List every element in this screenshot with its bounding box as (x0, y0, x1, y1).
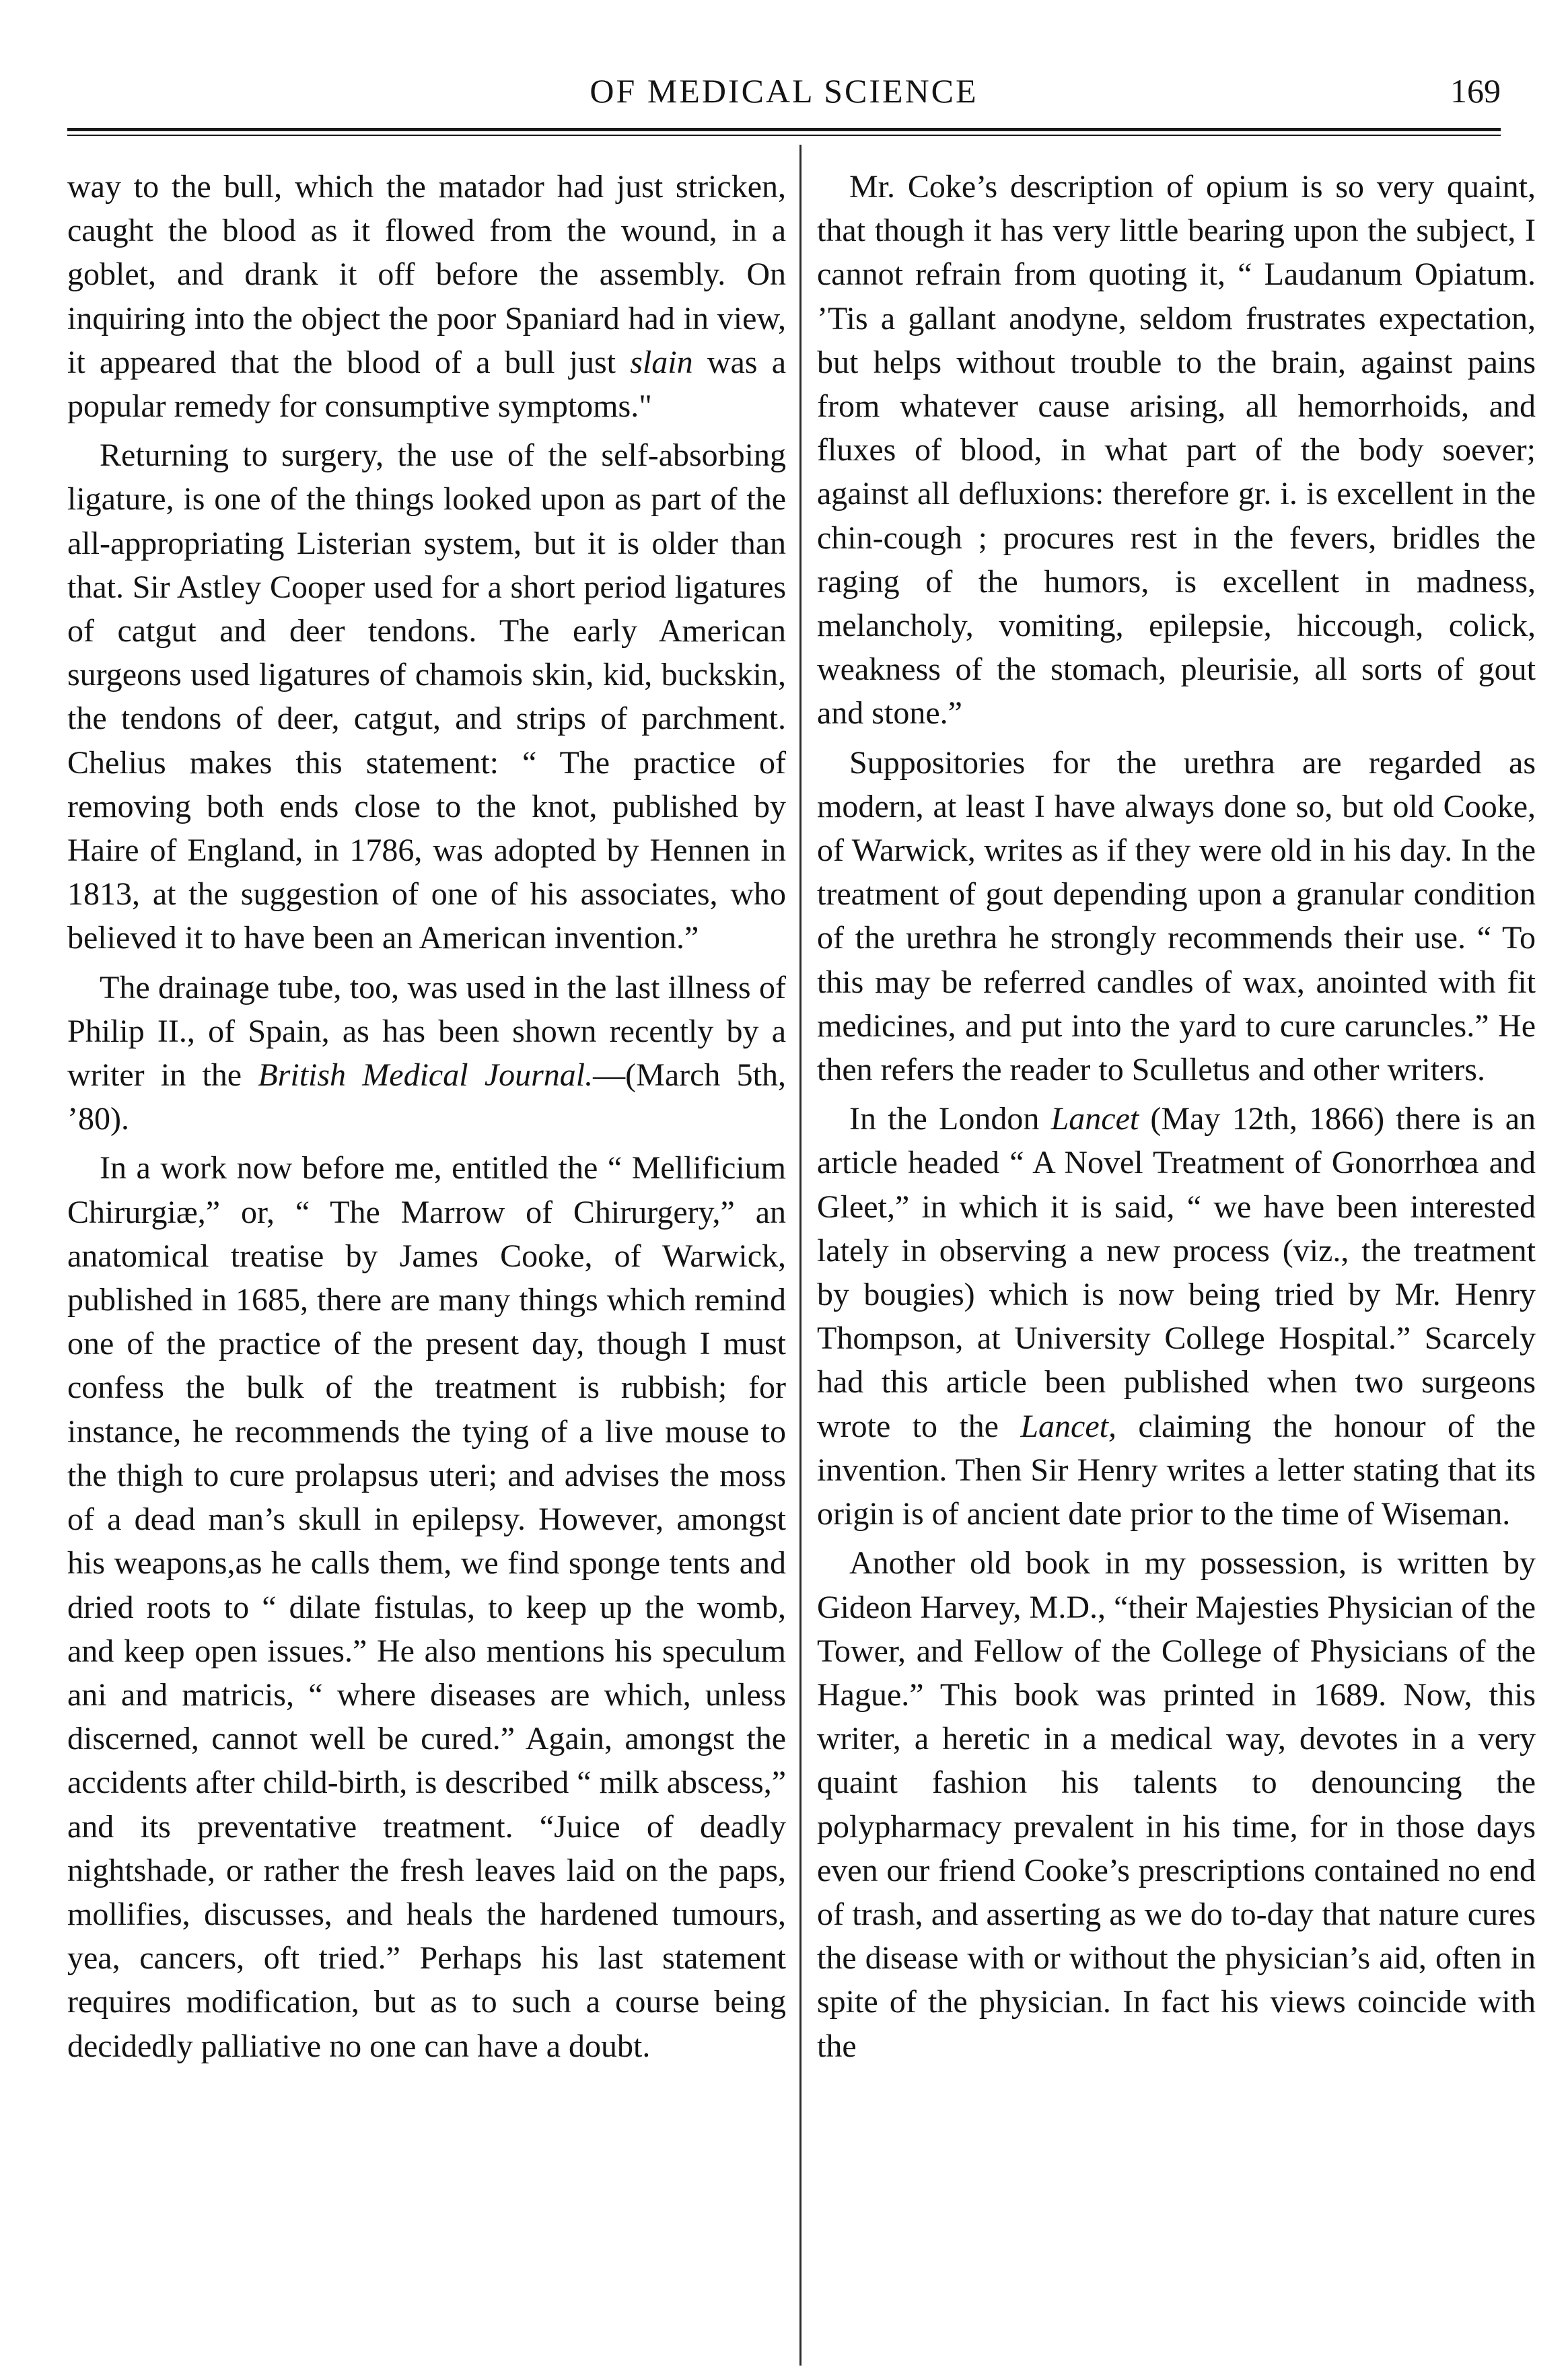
paragraph: Another old book in my possession, is written by Gideon Harvey, M.D., “their Majesties Physician of the Tower, and Fellow of the College of Physicians of the Hague.” This book was printed in 1689. Now, this writer, a heretic in a medical way, devotes in a very quaint fashion his talents to denouncing the polypharmacy prevalent in his time, for in those days even our friend Cooke’s prescriptions contained no end of trash, and asserting as we do to-day that nature cures the disease with or without the physician’s aid, often in spite of the physician. In fact his views coincide with the (817, 1545, 1536, 2064)
left-column (67, 165, 786, 2068)
paragraph: way to the bull, which the matador had just stricken, caught the blood as it flowed from the wound, in a goblet, and drank it off before the assembly. On inquiring into the object the poor Spaniard had in view, it appeared that the blood of a bull just slain was a popular remedy for consumptive symptoms." (67, 169, 787, 425)
header-rule-thick (67, 128, 1501, 131)
page-number: 169 (1450, 72, 1501, 110)
right-column (817, 165, 1536, 2068)
paragraph: In the London Lancet (May 12th, 1866) there is an article headed “ A Novel Treatment of Gonorrhœa and Gleet,” in which it is said, “ we have been interested lately in observing a new process (viz., the treatment by bougies) which is now being tried by Mr. Henry Thompson, at University College Hospital.” Scarcely had this article been published when two surgeons wrote to the Lancet, claiming the honour of the invention. Then Sir Henry writes a letter stating that its origin is of ancient date prior to the time of Wiseman. (817, 1101, 1536, 1532)
column-divider (799, 145, 801, 2366)
page-header (67, 66, 1501, 120)
paragraph: Mr. Coke’s description of opium is so very quaint, that though it has very little bearing upon the subject, I cannot refrain from quoting it, “ Laudanum Opiatum. ’Tis a gallant anodyne, seldom frustrates expectation, but helps without trouble to the brain, against pains from whatever cause arising, all hemorrhoids, and fluxes of blood, in what part of the body soever; against all defluxions: therefore gr. i. is excellent in the chin-cough ; procures rest in the fevers, bridles the raging of the humors, is excellent in madness, melancholy, vomiting, epilepsie, hiccough, colick, weakness of the stomach, pleurisie, all sorts of gout and stone.” (817, 169, 1536, 732)
paragraph: Suppositories for the urethra are regarded as modern, at least I have always done so, but old Cooke, of Warwick, writes as if they were old in his day. In the treatment of gout depending upon a granular condition of the urethra he strongly recommends their use. “ To this may be referred candles of wax, anointed with fit medicines, and put into the yard to cure caruncles.” He then refers the reader to Sculletus and other writers. (817, 744, 1536, 1088)
header-rule-thin (67, 135, 1501, 136)
paragraph: Returning to surgery, the use of the self-absorbing ligature, is one of the things looked upon as part of the all-appropriating Listerian system, but it is older than that. Sir Astley Cooper used for a short period ligatures of catgut and deer tendons. The early American surgeons used ligatures of chamois skin, kid, buckskin, the tendons of deer, catgut, and strips of parchment. Chelius makes this statement: “ The practice of removing both ends close to the knot, published by Haire of England, in 1786, was adopted by Hennen in 1813, at the suggestion of one of his associates, who believed it to have been an American invention.” (67, 437, 786, 956)
paragraph: In a work now before me, entitled the “ Mellificium Chirurgiæ,” or, “ The Marrow of Chirurgery,” an anatomical treatise by James Cooke, of Warwick, published in 1685, there are many things which remind one of the practice of the present day, though I must confess the bulk of the treatment is rubbish; for instance, he recommends the tying of a live mouse to the thigh to cure prolapsus uteri; and advises the moss of a dead man’s skull in epilepsy. However, amongst his weapons,as he calls them, we find sponge tents and dried roots to “ dilate fistulas, to keep up the womb, and keep open issues.” He also mentions his speculum ani and matricis, “ where diseases are which, unless discerned, cannot well be cured.” Again, amongst the accidents after child-birth, is described “ milk abscess,” and its preventative treatment. “Juice of deadly nightshade, or rather the fresh leaves laid on the paps, mollifies, discusses, and heals the hardened tumours, yea, cancers, oft tried.” Perhaps his last statement requires modification, but as to such a course being decidedly palliative no one can have a doubt. (67, 1150, 786, 2064)
running-head: OF MEDICAL SCIENCE (590, 72, 978, 110)
paragraph: The drainage tube, too, was used in the last illness of Philip II., of Spain, as has been shown recently by a writer in the British Medical Journal.—(March 5th, ’80). (67, 969, 787, 1137)
